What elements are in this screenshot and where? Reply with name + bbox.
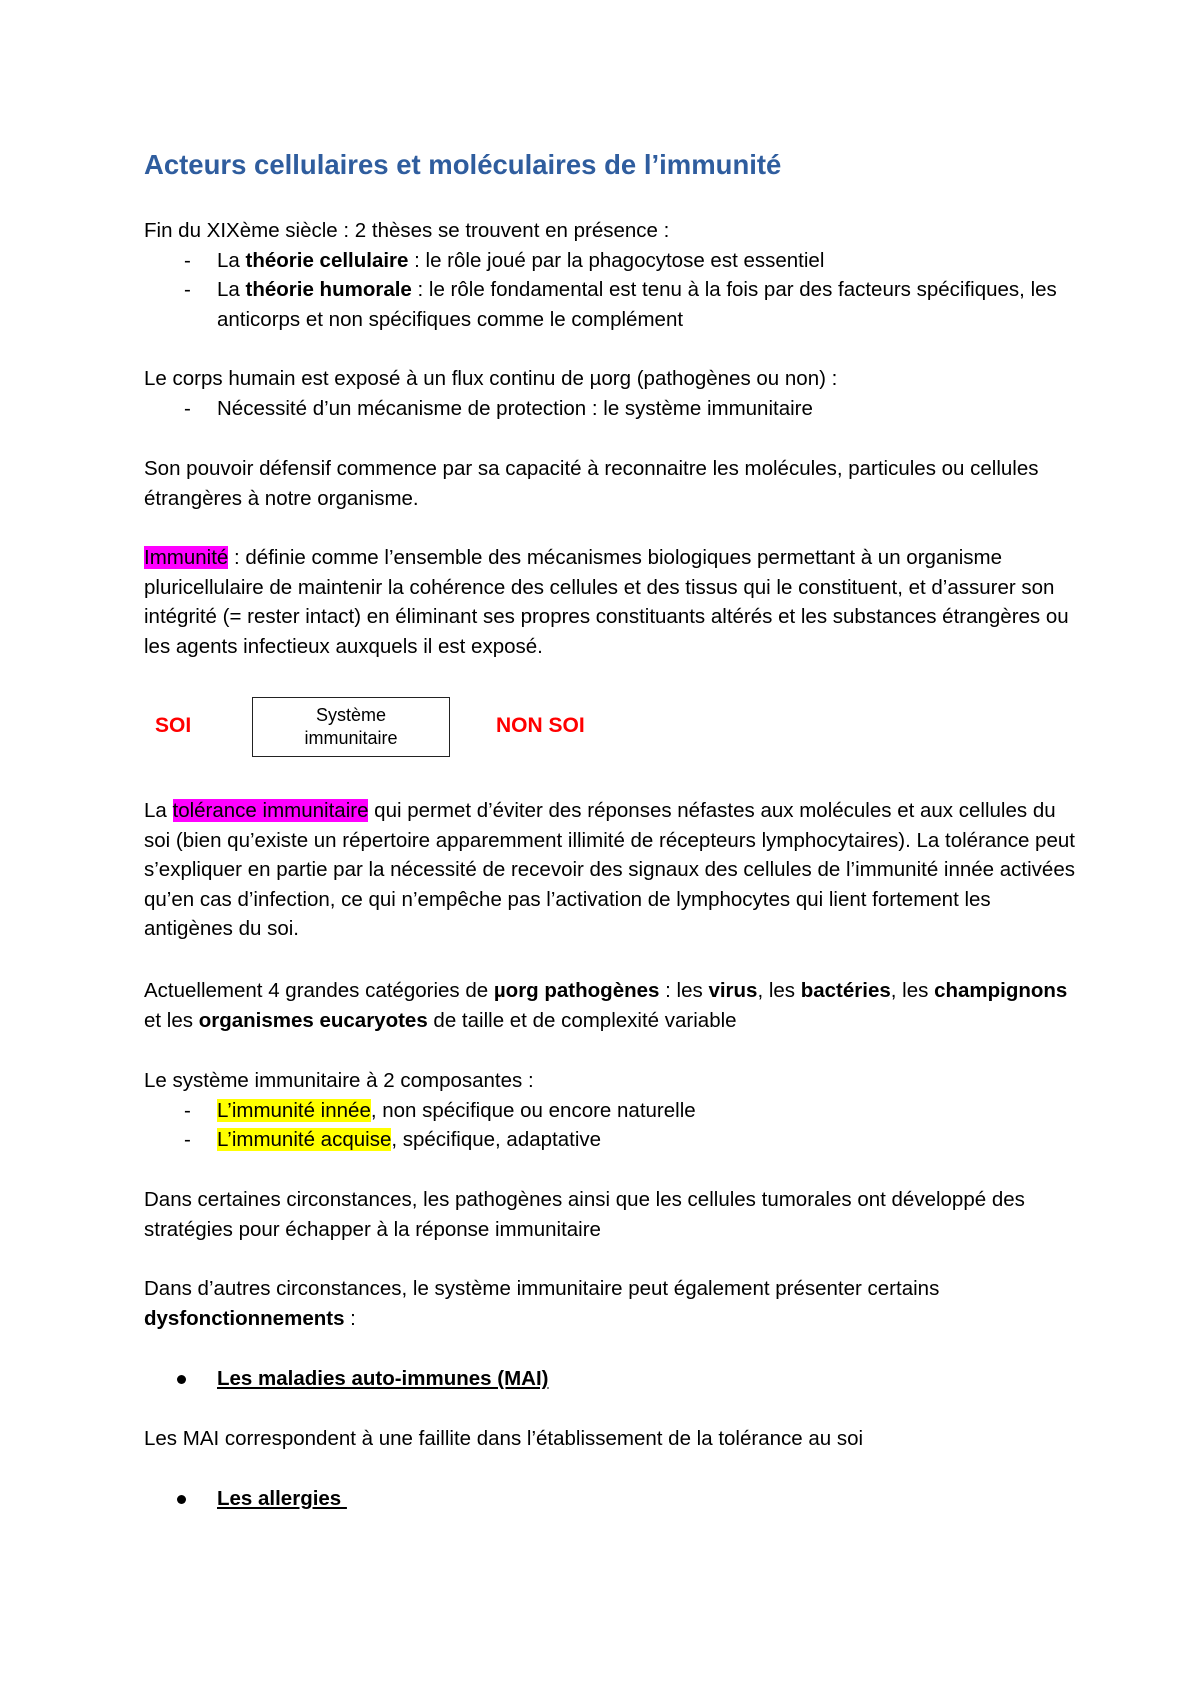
list-item: Les allergies [144,1484,1079,1514]
tolerance-paragraph: La tolérance immunitaire qui permet d’éviter des réponses néfastes aux molécules et aux cellules du soi (bien qu’existe un répertoire apparemment illimité de récepteurs lymphocytaires). La tolérance peut s’expliquer en partie par la nécessité de recevoir des signaux des cellules de l’immunité innée activées qu’en cas d’infection, ce qui n’empêche pas l’activation de lymphocytes qui lient fortement les antigènes du soi. [144,799,1075,940]
systeme-immunitaire-box: Système immunitaire [252,697,450,757]
bullet-dot [177,1495,186,1504]
highlighted-term: Immunité [144,546,229,569]
intro-section [144,216,1079,334]
mai-bullet-section [144,1364,1079,1394]
dash-bullet: - [184,396,191,420]
soi-label: SOI [155,714,192,737]
composantes-line: Le système immunitaire à 2 composantes : [144,1069,534,1092]
autres-paragraph: Dans d’autres circonstances, le système immunitaire peut également présenter certains dysfonctionnements : [144,1277,940,1330]
categories-paragraph: Actuellement 4 grandes catégories de µorg pathogènes : les virus, les bactéries, les champignons et les organismes eucaryotes de taille et de complexité variable [144,979,1068,1032]
dash-bullet: - [184,278,191,301]
intro-line: Fin du XIXème siècle : 2 thèses se trouvent en présence : [144,219,670,242]
list-item: - La théorie humorale : le rôle fondamental est tenu à la fois par des facteurs spécifiques, les anticorps et non spécifiques comme le complément [144,275,1079,334]
dash-bullet: - [184,1128,191,1151]
composantes-section [144,1066,1079,1155]
corps-section [144,364,1079,423]
list-item: Les maladies auto-immunes (MAI) [144,1364,1079,1394]
immunite-paragraph: Immunité : définie comme l’ensemble des mécanismes biologiques permettant à un organisme pluricellulaire de maintenir la cohérence des cellules et des tissus qui le constituent, et d’assurer son intégrité (= rester intact) en éliminant ses propres constituants altérés et les substances étrangères ou les agents infectieux auxquels il est exposé. [144,546,1069,658]
mai-paragraph: Les MAI correspondent à une faillite dans l’établissement de la tolérance au soi [144,1427,864,1450]
allergies-bullet-section [144,1484,1079,1514]
list-item: - La théorie cellulaire : le rôle joué par la phagocytose est essentiel [144,246,1079,276]
bold-term: théorie cellulaire [245,248,409,272]
dash-bullet: - [184,1098,191,1122]
highlighted-term: tolérance immunitaire [172,799,369,822]
non-soi-label: NON SOI [496,714,585,737]
highlighted-term: L’immunité acquise [217,1128,392,1151]
list-item: - L’immunité acquise, spécifique, adaptative [144,1125,1079,1155]
page-title: Acteurs cellulaires et moléculaires de l’immunité [144,149,782,180]
list-item: - L’immunité innée, non spécifique ou encore naturelle [144,1096,1079,1126]
bold-term: dysfonctionnements [144,1306,345,1330]
list-item: - Nécessité d’un mécanisme de protection : le système immunitaire [144,394,1079,424]
pouvoir-paragraph: Son pouvoir défensif commence par sa capacité à reconnaitre les molécules, particules ou cellules étrangères à notre organisme. [144,457,1039,510]
bullet-dot [177,1375,186,1384]
bold-term: théorie humorale [245,278,412,301]
highlighted-term: L’immunité innée [217,1098,371,1122]
dash-bullet: - [184,248,191,272]
corps-line: Le corps humain est exposé à un flux continu de µorg (pathogènes ou non) : [144,367,838,390]
circonstances-paragraph: Dans certaines circonstances, les pathogènes ainsi que les cellules tumorales ont développé des stratégies pour échapper à la réponse immunitaire [144,1188,1025,1241]
